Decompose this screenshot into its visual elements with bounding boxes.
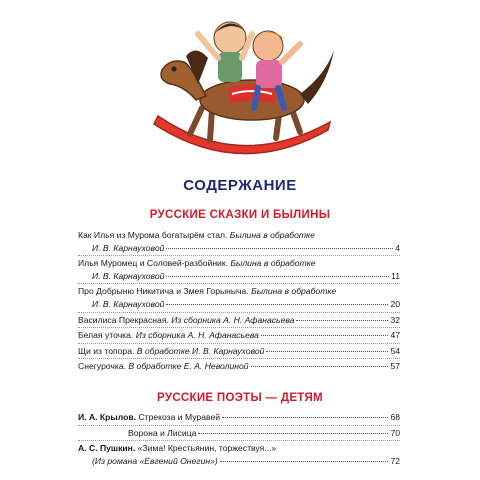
toc-entry[interactable]: Щи из топора. В обработке И. В. Карнауховой 54 [78, 345, 400, 356]
toc-entry[interactable]: Илья Муромец и Соловей-разбойник. Былина в обработке И. В. Карнауховой 11 [78, 258, 400, 281]
toc-entry[interactable]: И. А. Крылов. Стрекоза и Муравей 68 [78, 412, 400, 422]
page-number: 32 [390, 314, 400, 325]
toc-entry[interactable]: Белая уточка. Из сборника А. Н. Афанасьева 47 [78, 330, 400, 341]
toc-entry[interactable]: Снегурочка. В обработке Е. А. Неволиной 57 [78, 361, 400, 372]
page-number: 57 [390, 361, 400, 372]
toc-entry[interactable]: Василиса Прекрасная. Из сборника А. Н. Афанасьева 32 [78, 314, 400, 325]
page-number: 47 [390, 330, 400, 341]
page-number: 70 [390, 427, 400, 438]
toc-entry[interactable]: Про Добрыню Никитича и Змея Горыныча. Былина в обработке И. В. Карнауховой 20 [78, 286, 400, 309]
page-number: 11 [391, 270, 400, 281]
page-number: 68 [390, 412, 400, 422]
page-title: СОДЕРЖАНИЕ [183, 177, 297, 194]
toc-entry[interactable]: А. С. Пушкин. «Зима! Крестьянин, торжествуя...» (Из романа «Евгений Онегин») 72 [78, 443, 400, 466]
toc-entry[interactable]: Ворона и Лисица 70 [128, 427, 400, 438]
page-number: 4 [395, 242, 400, 253]
page-number: 20 [390, 298, 400, 309]
section-title-tales: РУССКИЕ СКАЗКИ И БЫЛИНЫ [149, 209, 331, 221]
page-number: 72 [390, 455, 400, 466]
section-title-poets: РУССКИЕ ПОЭТЫ — ДЕТЯМ [157, 392, 323, 404]
toc-entry[interactable]: Как Илья из Мурома богатырём стал. Былина в обработке И. В. Карнауховой 4 [78, 230, 400, 253]
rocker-icon [154, 116, 330, 154]
toc-section-tales [78, 229, 400, 373]
page-number: 54 [390, 345, 400, 356]
toc-section-poets [78, 411, 400, 467]
rocking-horse-illustration [140, 4, 340, 174]
